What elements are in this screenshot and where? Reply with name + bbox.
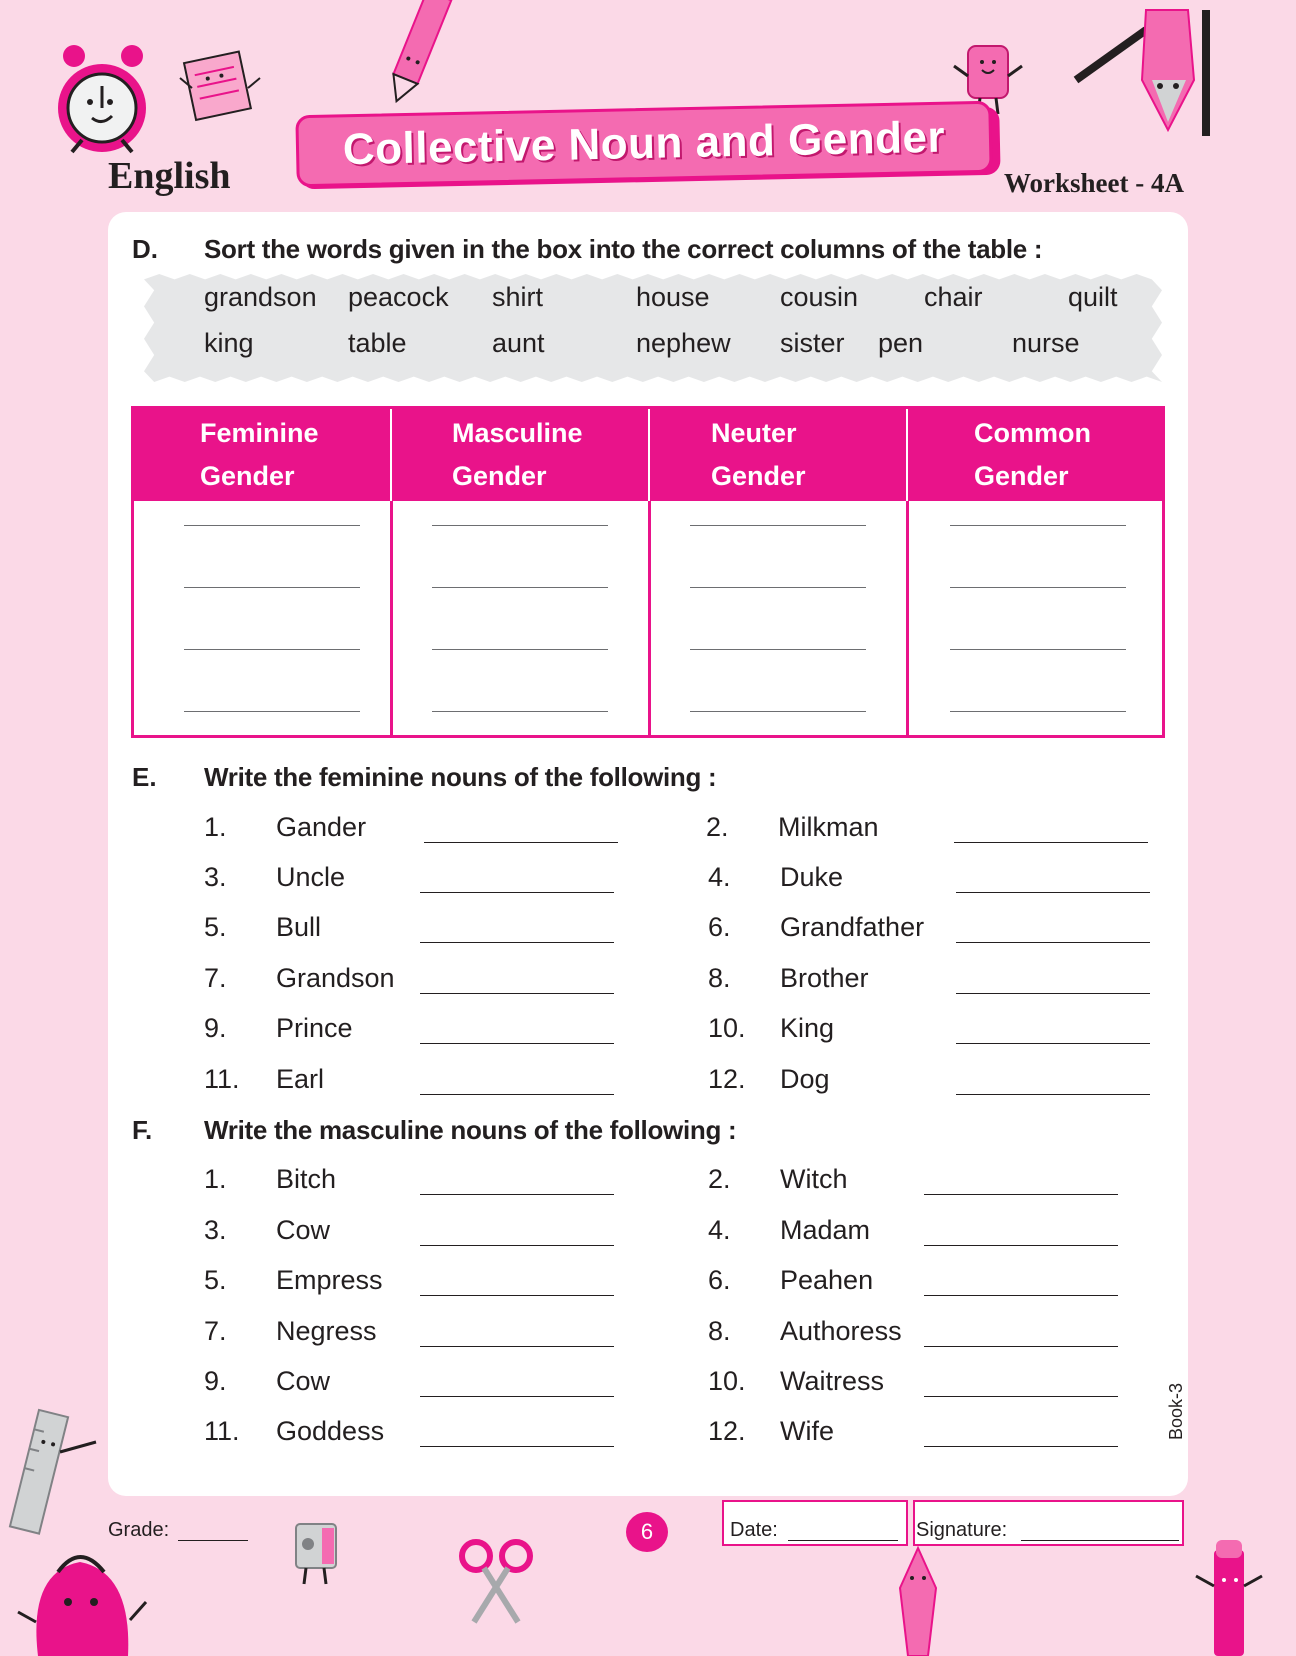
page-number-badge [626, 1512, 668, 1552]
answer-blank[interactable] [184, 525, 360, 526]
word-box-word: house [636, 282, 710, 312]
item-number: 6. [708, 1265, 731, 1295]
answer-blank[interactable] [420, 1194, 614, 1195]
answer-blank[interactable] [424, 842, 618, 843]
pencil-bottom-icon [888, 1548, 948, 1656]
answer-blank[interactable] [924, 1446, 1118, 1447]
word-box-word: table [348, 328, 407, 358]
item-number: 6. [708, 912, 731, 942]
table-header-common [906, 409, 1162, 501]
item-number: 1. [204, 1164, 227, 1194]
item-word: Milkman [778, 812, 879, 842]
notepad-icon [176, 48, 266, 128]
answer-blank[interactable] [432, 587, 608, 588]
school-bag-icon [18, 1532, 148, 1656]
signature-input[interactable] [1021, 1540, 1179, 1541]
section-e-letter: E. [132, 762, 157, 792]
answer-blank[interactable] [924, 1295, 1118, 1296]
word-box-word: pen [878, 328, 924, 358]
answer-blank[interactable] [924, 1396, 1118, 1397]
answer-blank[interactable] [950, 711, 1126, 712]
header-divider [390, 409, 392, 501]
answer-blank[interactable] [432, 711, 608, 712]
answer-blank[interactable] [690, 649, 866, 650]
item-number: 7. [204, 1316, 227, 1346]
item-number: 5. [204, 1265, 227, 1295]
section-f-instruction: Write the masculine nouns of the following : [204, 1115, 737, 1145]
answer-blank[interactable] [420, 942, 614, 943]
item-word: Empress [276, 1265, 383, 1295]
item-number: 10. [708, 1013, 746, 1043]
sharpener-icon [286, 1518, 346, 1588]
grade-label: Grade: [108, 1519, 170, 1541]
marker-icon [1194, 1540, 1264, 1656]
word-box-word: peacock [348, 282, 449, 312]
item-number: 9. [204, 1366, 227, 1396]
item-number: 2. [708, 1164, 731, 1194]
book-label: Book-3 [1166, 1382, 1186, 1440]
answer-blank[interactable] [420, 1043, 614, 1044]
word-box-word: chair [924, 282, 983, 312]
worksheet-number: Worksheet - 4A [1004, 168, 1184, 198]
word-box-word: aunt [492, 328, 545, 358]
item-number: 5. [204, 912, 227, 942]
answer-blank[interactable] [420, 892, 614, 893]
answer-blank[interactable] [956, 1043, 1150, 1044]
word-box-word: shirt [492, 282, 544, 312]
worksheet-title: Collective Noun and Gender [342, 112, 946, 175]
item-word: Uncle [276, 862, 346, 892]
table-header-line: Gender [452, 461, 547, 491]
answer-blank[interactable] [950, 587, 1126, 588]
answer-blank[interactable] [690, 525, 866, 526]
gender-table [131, 406, 1165, 738]
item-number: 11. [204, 1416, 240, 1446]
item-word: Peahen [780, 1265, 874, 1295]
item-word: Bitch [276, 1164, 337, 1194]
answer-blank[interactable] [420, 1295, 614, 1296]
table-header-neuter [648, 409, 906, 501]
answer-blank[interactable] [956, 1094, 1150, 1095]
section-d-instruction: Sort the words given in the box into the correct columns of the table : [204, 234, 1043, 264]
item-number: 10. [708, 1366, 746, 1396]
answer-blank[interactable] [432, 649, 608, 650]
item-number: 4. [708, 1215, 731, 1245]
item-number: 3. [204, 862, 227, 892]
answer-blank[interactable] [924, 1245, 1118, 1246]
word-box-word: nurse [1012, 328, 1080, 358]
answer-blank[interactable] [950, 525, 1126, 526]
subject-label: English [108, 155, 231, 197]
answer-blank[interactable] [956, 892, 1150, 893]
signature-label: Signature: [916, 1519, 1008, 1541]
answer-blank[interactable] [420, 1446, 614, 1447]
title-banner [295, 101, 992, 188]
answer-blank[interactable] [184, 587, 360, 588]
table-header-line: Masculine [452, 418, 583, 448]
table-header-feminine [134, 409, 390, 501]
section-d-letter: D. [132, 234, 158, 264]
table-header-line: Feminine [200, 418, 319, 448]
item-number: 8. [708, 963, 731, 993]
word-box-word: grandson [204, 282, 317, 312]
worksheet-panel [108, 212, 1188, 1496]
table-header-line: Gender [200, 461, 295, 491]
item-number: 2. [706, 812, 729, 842]
item-word: Grandfather [780, 912, 925, 942]
item-word: Bull [276, 912, 322, 942]
item-word: Brother [780, 963, 869, 993]
table-header-line: Common [974, 418, 1091, 448]
item-word: Grandson [276, 963, 395, 993]
header-divider [906, 409, 908, 501]
item-word: Cow [276, 1215, 331, 1245]
item-number: 12. [708, 1064, 746, 1094]
item-word: Goddess [276, 1416, 385, 1446]
answer-blank[interactable] [950, 649, 1126, 650]
pencil-character-icon [1076, 10, 1216, 140]
date-input[interactable] [788, 1540, 898, 1541]
word-box-word: sister [780, 328, 845, 358]
answer-blank[interactable] [690, 711, 866, 712]
item-number: 7. [204, 963, 227, 993]
answer-blank[interactable] [690, 587, 866, 588]
answer-blank[interactable] [420, 1094, 614, 1095]
item-number: 4. [708, 862, 731, 892]
item-word: Madam [780, 1215, 871, 1245]
word-box-word: quilt [1068, 282, 1118, 312]
date-label: Date: [730, 1519, 778, 1541]
word-box-word: cousin [780, 282, 859, 312]
table-header-line: Gender [711, 461, 806, 491]
answer-blank[interactable] [924, 1194, 1118, 1195]
item-number: 3. [204, 1215, 227, 1245]
answer-blank[interactable] [420, 1245, 614, 1246]
page-number: 6 [640, 1519, 654, 1544]
answer-blank[interactable] [956, 942, 1150, 943]
item-number: 1. [204, 812, 227, 842]
header-divider [648, 409, 650, 501]
word-box-word: king [204, 328, 254, 358]
item-word: Earl [276, 1064, 325, 1094]
table-header-masculine [390, 409, 648, 501]
scissors-icon [456, 1536, 536, 1626]
item-word: Cow [276, 1366, 331, 1396]
alarm-clock-icon [52, 44, 152, 164]
item-word: Waitress [780, 1366, 885, 1396]
answer-blank[interactable] [184, 711, 360, 712]
item-word: Witch [780, 1164, 848, 1194]
item-word: Authoress [780, 1316, 902, 1346]
item-number: 11. [204, 1064, 240, 1094]
answer-blank[interactable] [954, 842, 1148, 843]
answer-blank[interactable] [184, 649, 360, 650]
item-number: 9. [204, 1013, 227, 1043]
answer-blank[interactable] [956, 993, 1150, 994]
table-header-line: Gender [974, 461, 1069, 491]
item-word: King [780, 1013, 835, 1043]
item-number: 8. [708, 1316, 731, 1346]
ruler-icon [10, 1412, 100, 1532]
grade-input[interactable] [178, 1540, 248, 1541]
answer-blank[interactable] [420, 1346, 614, 1347]
item-word: Prince [276, 1013, 353, 1043]
answer-blank[interactable] [420, 1396, 614, 1397]
item-word: Negress [276, 1316, 377, 1346]
item-number: 12. [708, 1416, 746, 1446]
answer-blank[interactable] [924, 1346, 1118, 1347]
item-word: Gander [276, 812, 367, 842]
section-f-letter: F. [132, 1115, 153, 1145]
item-word: Wife [780, 1416, 834, 1446]
answer-blank[interactable] [420, 993, 614, 994]
answer-blank[interactable] [432, 525, 608, 526]
section-e-instruction: Write the feminine nouns of the following : [204, 762, 717, 792]
item-word: Duke [780, 862, 844, 892]
table-header-line: Neuter [711, 418, 797, 448]
item-word: Dog [780, 1064, 830, 1094]
pencil-icon [378, 0, 448, 110]
word-box-word: nephew [636, 328, 731, 358]
